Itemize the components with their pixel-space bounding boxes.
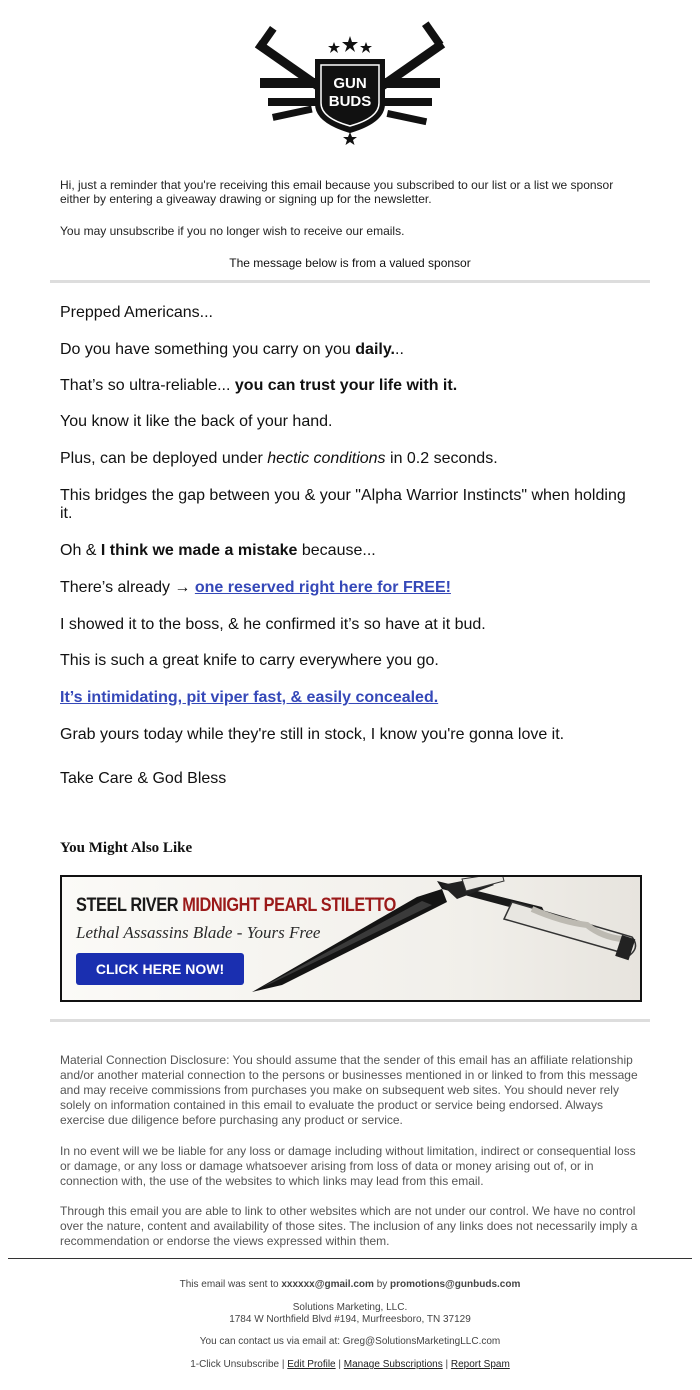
text: Do you have something you carry on you (60, 341, 356, 358)
free-offer-link[interactable]: one reserved right here for FREE! (194, 579, 451, 596)
external-links-paragraph (60, 1204, 645, 1249)
stiletto-knife-image (242, 877, 642, 1000)
separator: | (279, 1359, 288, 1370)
company-address: 1784 W Northfield Blvd #194, Murfreesboro, TN 37129 (229, 1314, 471, 1325)
message-paragraph (60, 377, 640, 395)
divider (50, 1019, 650, 1022)
sponsor-note: The message below is from a valued sponsor (229, 256, 471, 270)
footer-divider (8, 1258, 692, 1259)
liability-paragraph (60, 1144, 645, 1189)
message-paragraph: You know it like the back of your hand. (60, 413, 333, 430)
bold-text: I think we made a mistake (100, 542, 298, 559)
message-paragraph (60, 579, 640, 597)
also-like-heading: You Might Also Like (60, 840, 193, 856)
promo-banner[interactable] (60, 875, 642, 1002)
contact-line: You can contact us via email at: Greg@SolutionsMarketingLLC.com (199, 1336, 501, 1347)
message-paragraph (60, 450, 640, 468)
text: Plus, can be deployed under (60, 450, 268, 467)
unsubscribe-notice: You may unsubscribe if you no longer wish to receive our emails. (60, 224, 405, 238)
separator: | (335, 1359, 344, 1370)
message-paragraph (60, 689, 640, 707)
message-paragraph: Grab yours today while they're still in stock, I know you're gonna love it. (60, 726, 565, 743)
click-here-button[interactable]: CLICK HERE NOW! (76, 953, 244, 985)
subscription-notice (60, 178, 640, 206)
sender-email: promotions@gunbuds.com (390, 1279, 521, 1290)
svg-text:BUDS: BUDS (328, 93, 372, 110)
banner-brand: STEEL RIVER (76, 895, 179, 916)
bold-text: you can trust your life with it. (234, 377, 458, 394)
italic-text: hectic conditions (267, 450, 386, 467)
message-paragraph: This is such a great knife to carry everywhere you go. (60, 652, 439, 669)
sign-off: Take Care & God Bless (60, 770, 227, 787)
bold-text: daily. (355, 341, 395, 358)
edit-profile-link[interactable]: Edit Profile (287, 1359, 336, 1370)
gun-buds-logo (250, 18, 450, 148)
text: That’s so ultra-reliable... (60, 377, 235, 394)
text: in 0.2 seconds. (385, 450, 498, 467)
external-links-text: Through this email you are able to link to other websites which are not under our control. We have no control over the nature, content and availability of those sites. The inclusion of any links does not necessarily imply a recommendation or endorse the views expressed within them. (60, 1204, 638, 1248)
message-paragraph (60, 341, 640, 359)
text: .. (395, 341, 404, 358)
banner-product: MIDNIGHT PEARL STILETTO (182, 895, 396, 916)
manage-subscriptions-link[interactable]: Manage Subscriptions (343, 1359, 443, 1370)
disclosure-text: Material Connection Disclosure: You should assume that the sender of this email has an affiliate relationship and/or another material connection to the persons or businesses mentioned in or linked to from this message and may receive commissions from purchases you make on subsequent web sites. You should never rely solely on information contained in this email to evaluate the product or service being endorsed. Always exercise due diligence before purchasing any product or service. (60, 1053, 638, 1127)
product-link[interactable]: It’s intimidating, pit viper fast, & easily concealed. (60, 689, 439, 706)
recipient-email: xxxxxx@gmail.com (281, 1279, 374, 1290)
one-click-unsubscribe-link[interactable]: 1-Click Unsubscribe (190, 1359, 280, 1370)
text: This email was sent to (179, 1279, 282, 1290)
notice-line-2: either by entering a giveaway drawing or signing up for the newsletter. (60, 192, 432, 206)
text: There’s already → (60, 579, 195, 596)
message-paragraph (60, 542, 640, 560)
text: by (373, 1279, 391, 1290)
company-name: Solutions Marketing, LLC. (292, 1302, 408, 1313)
sent-to-line (0, 1279, 700, 1291)
text: because... (297, 542, 376, 559)
text: Oh & (60, 542, 101, 559)
divider (50, 280, 650, 283)
report-spam-link[interactable]: Report Spam (450, 1359, 510, 1370)
banner-subtitle: Lethal Assassins Blade - Yours Free (76, 923, 321, 942)
notice-line-1: Hi, just a reminder that you're receiving this email because you subscribed to our list or a list we sponsor (60, 178, 614, 192)
message-paragraph: This bridges the gap between you & your "Alpha Warrior Instincts" when holding it. (60, 487, 626, 522)
separator: | (442, 1359, 451, 1370)
message-paragraph: Prepped Americans... (60, 304, 213, 321)
liability-text: In no event will we be liable for any loss or damage including without limitation, indirect or consequential loss or damage, or any loss or damage whatsoever arising from loss of data or money arising out of, or in connection with, the use of the websites to which links may lead from this email. (60, 1144, 636, 1188)
svg-text:GUN: GUN (333, 75, 367, 92)
footer-links (0, 1359, 700, 1371)
disclosure-paragraph (60, 1053, 645, 1128)
message-paragraph: I showed it to the boss, & he confirmed it’s so have at it bud. (60, 616, 486, 633)
